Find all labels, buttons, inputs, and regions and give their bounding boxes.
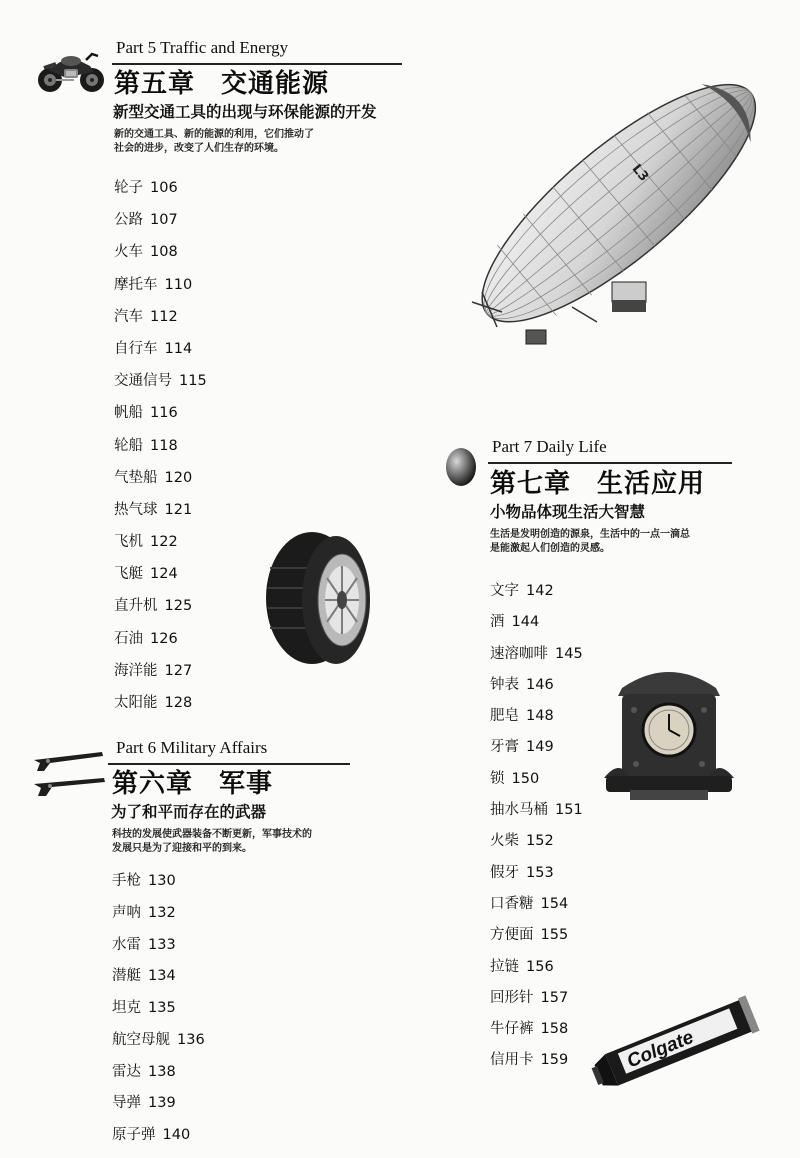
toc-entry[interactable] xyxy=(490,1045,583,1076)
toc-entry-title: 海洋能 xyxy=(114,662,158,679)
toc-entry-page: 158 xyxy=(540,1021,569,1038)
toc-entry[interactable] xyxy=(490,1014,583,1045)
toc-entry-title: 轮船 xyxy=(114,437,143,454)
toc-entry[interactable] xyxy=(114,687,207,719)
toc-entry[interactable] xyxy=(114,526,207,558)
toc-entry[interactable] xyxy=(114,397,207,429)
toc-entry[interactable] xyxy=(112,1088,205,1120)
toc-entry[interactable] xyxy=(490,889,583,920)
chapter-7-description-line-1: 生活是发明创造的源泉，生活中的一点一滴总 xyxy=(490,529,690,540)
toc-entry-title: 方便面 xyxy=(490,927,534,944)
chapter-5-title: 交通能源 xyxy=(221,69,330,99)
clock-illustration xyxy=(600,660,738,808)
chapter-7-title: 生活应用 xyxy=(597,469,706,499)
chapter-6-number: 第六章 xyxy=(112,769,194,799)
chapter-5-heading xyxy=(114,63,329,100)
toc-entry-page: 121 xyxy=(164,501,193,518)
toc-entry-page: 150 xyxy=(511,770,540,787)
toc-entry[interactable] xyxy=(114,333,207,365)
chapter-7-heading xyxy=(490,463,705,500)
motorcycle-icon xyxy=(34,42,108,96)
toc-entry[interactable] xyxy=(114,269,207,301)
chapter-7-toc-list xyxy=(490,576,583,1077)
toc-entry-title: 太阳能 xyxy=(114,695,158,711)
toc-entry[interactable] xyxy=(490,983,583,1014)
toc-entry-page: 108 xyxy=(150,244,178,261)
toc-entry[interactable] xyxy=(112,1120,205,1152)
chapter-5-toc-list xyxy=(114,172,207,719)
toc-entry-title: 原子弹 xyxy=(112,1127,156,1143)
toc-entry-title: 潜艇 xyxy=(112,968,141,985)
toc-entry-title: 拉链 xyxy=(490,958,519,975)
toc-entry-page: 155 xyxy=(540,927,569,944)
toothpaste-illustration xyxy=(588,992,768,1092)
toc-entry-title: 手枪 xyxy=(112,873,141,889)
toc-entry-page: 115 xyxy=(179,373,207,390)
toc-entry-title: 飞艇 xyxy=(114,566,143,583)
toc-entry-title: 火车 xyxy=(114,244,143,261)
toc-entry-title: 公路 xyxy=(114,212,143,229)
toc-entry[interactable] xyxy=(490,607,583,638)
toc-entry[interactable] xyxy=(114,590,207,622)
toc-entry-page: 151 xyxy=(555,802,583,819)
toc-entry[interactable] xyxy=(112,930,205,962)
toc-entry-page: 110 xyxy=(164,276,193,293)
toc-entry-page: 138 xyxy=(148,1063,176,1080)
part-7-label: Part 7 Daily Life xyxy=(492,437,607,456)
toc-entry-title: 自行车 xyxy=(114,340,158,357)
toc-entry-page: 144 xyxy=(511,614,540,631)
pistols-icon xyxy=(28,744,108,798)
toc-entry-page: 142 xyxy=(526,583,554,599)
toc-entry-title: 轮子 xyxy=(114,180,143,196)
toc-entry-page: 132 xyxy=(148,904,176,921)
chapter-6-description-line-2: 发展只是为了迎接和平的到来。 xyxy=(112,843,252,854)
toc-entry[interactable] xyxy=(490,858,583,889)
airship-marking: L3 xyxy=(628,161,652,185)
toc-entry-page: 114 xyxy=(164,340,193,357)
toc-entry-page: 126 xyxy=(150,630,178,647)
toc-entry-page: 156 xyxy=(526,958,554,975)
toc-entry-title: 飞机 xyxy=(114,534,143,551)
chapter-5-description-line-1: 新的交通工具、新的能源的利用，它们推动了 xyxy=(114,129,314,140)
chapter-5-number: 第五章 xyxy=(114,69,196,99)
toc-entry-title: 水雷 xyxy=(112,936,141,953)
toc-entry-title: 酒 xyxy=(490,614,505,631)
toc-entry-title: 导弹 xyxy=(112,1095,141,1112)
toc-entry[interactable] xyxy=(112,1025,205,1057)
toc-entry-page: 118 xyxy=(150,437,178,454)
toc-entry-page: 136 xyxy=(177,1031,205,1048)
toc-entry-title: 牛仔裤 xyxy=(490,1021,534,1038)
toc-entry[interactable] xyxy=(112,1057,205,1089)
toc-entry-page: 152 xyxy=(526,833,554,850)
part-5-label: Part 5 Traffic and Energy xyxy=(116,38,289,57)
toc-entry-page: 145 xyxy=(555,645,583,662)
toc-entry-page: 134 xyxy=(148,968,176,985)
toc-entry-title: 汽车 xyxy=(114,308,143,325)
toc-entry-page: 159 xyxy=(540,1052,569,1069)
toc-entry[interactable] xyxy=(490,670,583,701)
toc-entry-title: 气垫船 xyxy=(114,469,158,486)
toc-entry[interactable] xyxy=(490,826,583,857)
toc-entry-page: 107 xyxy=(150,212,178,229)
toc-entry[interactable] xyxy=(114,430,207,462)
part-6-label: Part 6 Military Affairs xyxy=(116,738,268,757)
toc-entry[interactable] xyxy=(490,639,583,670)
toc-entry-title: 回形针 xyxy=(490,989,534,1006)
toc-entry-title: 火柴 xyxy=(490,833,519,850)
toc-entry-title: 雷达 xyxy=(112,1063,141,1080)
toc-entry[interactable] xyxy=(490,952,583,983)
toc-entry[interactable] xyxy=(114,204,207,236)
tire-illustration xyxy=(262,528,374,670)
toothpaste-brand: Colgate xyxy=(624,1026,697,1073)
toc-entry-page: 146 xyxy=(526,676,554,693)
airship-illustration xyxy=(462,52,782,362)
chapter-6-description xyxy=(112,828,312,856)
toc-entry[interactable] xyxy=(490,920,583,951)
toc-entry-title: 假牙 xyxy=(490,864,519,881)
chapter-6-heading xyxy=(112,763,273,800)
chapter-7-number: 第七章 xyxy=(490,469,572,499)
toc-entry[interactable] xyxy=(114,494,207,526)
toc-entry-page: 130 xyxy=(148,873,176,889)
toc-entry[interactable] xyxy=(112,866,205,898)
chapter-6-subtitle: 为了和平而存在的武器 xyxy=(111,803,267,821)
toc-entry[interactable] xyxy=(490,732,583,763)
toc-entry[interactable] xyxy=(490,576,583,607)
toc-entry-title: 石油 xyxy=(114,630,143,647)
toc-entry-title: 钟表 xyxy=(490,676,519,693)
toc-entry-title: 信用卡 xyxy=(490,1052,534,1069)
toc-entry-page: 154 xyxy=(540,895,569,912)
toc-entry-page: 157 xyxy=(540,989,569,1006)
toc-entry-page: 139 xyxy=(148,1095,176,1112)
toc-entry-title: 热气球 xyxy=(114,501,158,518)
toc-entry-page: 120 xyxy=(164,469,193,486)
toc-entry-title: 速溶咖啡 xyxy=(490,645,548,662)
toc-entry-page: 133 xyxy=(148,936,176,953)
toc-entry-page: 127 xyxy=(164,662,193,679)
toc-entry-page: 148 xyxy=(526,708,554,725)
toc-entry[interactable] xyxy=(114,623,207,655)
chapter-6-title: 军事 xyxy=(219,769,274,799)
toc-entry-title: 牙膏 xyxy=(490,739,519,756)
toc-entry-title: 口香糖 xyxy=(490,895,534,912)
toc-entry[interactable] xyxy=(114,558,207,590)
toc-entry[interactable] xyxy=(114,236,207,268)
toc-entry-page: 112 xyxy=(150,308,178,325)
orb-icon xyxy=(444,445,480,489)
chapter-7-description xyxy=(490,528,690,556)
toc-entry-page: 128 xyxy=(164,695,193,711)
toc-entry[interactable] xyxy=(490,701,583,732)
toc-entry-page: 125 xyxy=(164,598,193,615)
toc-entry-title: 锁 xyxy=(490,770,505,787)
toc-entry-title: 文字 xyxy=(490,583,519,599)
chapter-5-description xyxy=(114,128,314,156)
toc-entry-page: 149 xyxy=(526,739,554,756)
toc-entry-title: 摩托车 xyxy=(114,276,158,293)
toc-entry[interactable] xyxy=(114,172,207,204)
toc-entry-page: 106 xyxy=(150,180,178,196)
toc-entry[interactable] xyxy=(112,993,205,1025)
toc-entry-page: 116 xyxy=(150,405,178,422)
toc-entry-page: 153 xyxy=(526,864,554,881)
toc-entry-title: 航空母舰 xyxy=(112,1031,170,1048)
chapter-6-toc-list xyxy=(112,866,205,1152)
toc-entry[interactable] xyxy=(114,365,207,397)
toc-entry[interactable] xyxy=(112,961,205,993)
chapter-7-description-line-2: 是能激起人们创造的灵感。 xyxy=(490,543,610,554)
chapter-6-description-line-1: 科技的发展使武器装备不断更新，军事技术的 xyxy=(112,829,312,840)
chapter-7-subtitle: 小物品体现生活大智慧 xyxy=(490,503,646,521)
toc-entry[interactable] xyxy=(114,301,207,333)
toc-entry-title: 抽水马桶 xyxy=(490,802,548,819)
toc-entry-page: 124 xyxy=(150,566,178,583)
toc-entry-page: 140 xyxy=(162,1127,191,1143)
toc-entry[interactable] xyxy=(490,764,583,795)
toc-entry[interactable] xyxy=(490,795,583,826)
toc-entry[interactable] xyxy=(114,462,207,494)
toc-entry-page: 122 xyxy=(150,534,178,551)
toc-entry-title: 直升机 xyxy=(114,598,158,615)
toc-entry[interactable] xyxy=(112,898,205,930)
chapter-5-description-line-2: 社会的进步，改变了人们生存的环境。 xyxy=(114,143,284,154)
toc-entry-page: 135 xyxy=(148,1000,176,1016)
toc-entry-title: 坦克 xyxy=(112,1000,141,1016)
toc-entry-title: 帆船 xyxy=(114,405,143,422)
toc-entry-title: 声呐 xyxy=(112,904,141,921)
toc-entry-title: 肥皂 xyxy=(490,708,519,725)
chapter-5-subtitle: 新型交通工具的出现与环保能源的开发 xyxy=(113,103,377,121)
toc-entry[interactable] xyxy=(114,655,207,687)
toc-entry-title: 交通信号 xyxy=(114,373,172,390)
